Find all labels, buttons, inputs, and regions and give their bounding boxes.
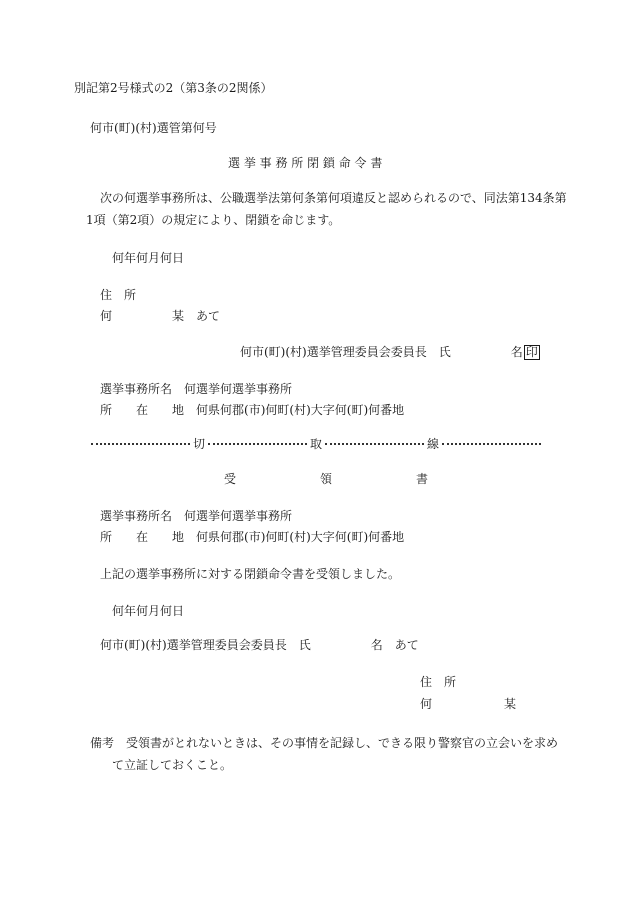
- cut-dots: [325, 443, 424, 445]
- cut-word-2: 取: [309, 437, 322, 451]
- receipt-title: 受 領 書: [224, 472, 429, 486]
- remarks-line-2: て立証しておくこと。: [112, 758, 233, 772]
- remarks-line-1: 備考 受領書がとれないときは、その事情を記録し、できる限り警察官の立会いを求め: [90, 736, 559, 750]
- location-row-2: [100, 529, 404, 545]
- office-name-value-2: 何選挙何選挙事務所: [184, 509, 293, 523]
- order-number: 何市(町)(村)選管第何号: [90, 121, 217, 135]
- addressee-address-label: 住 所: [100, 288, 137, 302]
- form-header: 別記第2号様式の2（第3条の2関係）: [74, 81, 273, 95]
- location-value: 何県何郡(市)何町(村)大字何(町)何番地: [196, 403, 405, 417]
- location-row: [100, 402, 404, 418]
- body-line-1: 次の何選挙事務所は、公職選挙法第何条第何項違反と認められるので、同法第134条第: [100, 191, 567, 205]
- receipt-date: 何年何月何日: [112, 604, 185, 618]
- document-title: 選 挙 事 務 所 閉 鎖 命 令 書: [228, 156, 383, 170]
- cut-dots: [91, 443, 190, 445]
- location-label-2: 所 在 地: [100, 530, 185, 544]
- office-name-row-2: [100, 508, 292, 524]
- office-name-row: [100, 381, 292, 397]
- cut-line: [88, 436, 544, 452]
- location-label: 所 在 地: [100, 403, 185, 417]
- issuer-name: 何市(町)(村)選挙管理委員会委員長 氏 名: [240, 345, 523, 359]
- cut-dots: [208, 443, 307, 445]
- office-name-value: 何選挙何選挙事務所: [184, 382, 293, 396]
- cut-dots: [442, 443, 541, 445]
- cut-word-3: 線: [426, 437, 439, 451]
- body-line-2: 1項（第2項）の規定により、閉鎖を命じます。: [86, 213, 341, 227]
- seal-stamp: 印: [525, 345, 538, 359]
- order-date: 何年何月何日: [112, 251, 185, 265]
- receiver-name: 何 某: [420, 697, 517, 711]
- receipt-statement: 上記の選挙事務所に対する閉鎖命令書を受領しました。: [100, 567, 401, 581]
- receiver-address-label: 住 所: [420, 675, 457, 689]
- location-value-2: 何県何郡(市)何町(村)大字何(町)何番地: [196, 530, 405, 544]
- cut-word-1: 切: [192, 437, 205, 451]
- office-name-label: 選挙事務所名: [100, 382, 173, 396]
- receipt-addressee: 何市(町)(村)選挙管理委員会委員長 氏 名 あて: [100, 638, 419, 652]
- office-name-label-2: 選挙事務所名: [100, 509, 173, 523]
- addressee-name: 何 某 あて: [100, 309, 221, 323]
- issuer-line: [240, 344, 540, 360]
